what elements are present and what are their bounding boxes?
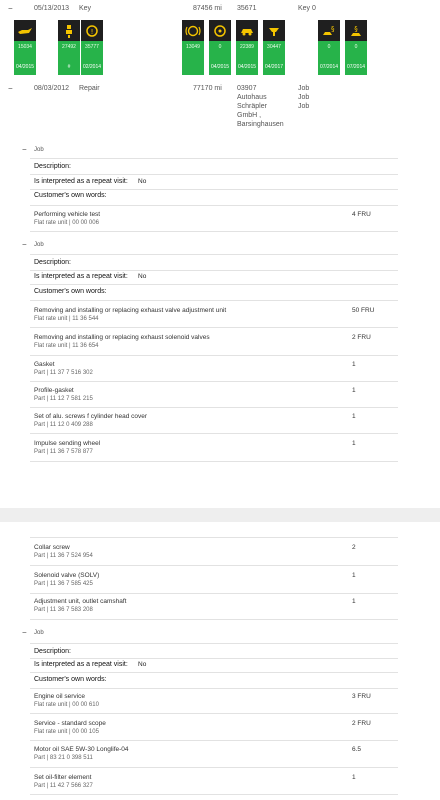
item-quantity: 1: [352, 774, 356, 781]
entry-job-line: Key 0: [298, 5, 316, 12]
entry-job-line: Job: [298, 103, 310, 110]
repeat-visit-value: No: [138, 661, 147, 668]
service-tile: [14, 20, 36, 75]
tile-value: 15034: [18, 44, 32, 50]
repeat-visit-value: No: [138, 178, 147, 185]
collapse-toggle[interactable]: −: [8, 84, 13, 93]
svg-text:!: !: [90, 27, 94, 36]
item-number: Part | 11 36 7 583 208: [34, 607, 93, 613]
job-collapse-toggle[interactable]: −: [22, 628, 27, 637]
item-number: Part | 11 36 7 524 954: [34, 553, 93, 559]
svg-text:§: §: [331, 24, 335, 33]
tile-value: 0: [218, 44, 222, 50]
service-tile: [182, 20, 204, 75]
repeat-visit-value: No: [138, 273, 147, 280]
microfilter-icon: [266, 24, 282, 38]
repeat-visit-label: Is interpreted as a repeat visit:: [34, 178, 128, 185]
item-title: Engine oil service: [34, 693, 85, 700]
item-title: Solenoid valve (SOLV): [34, 572, 100, 579]
entry-type: Key: [79, 5, 92, 12]
description-label: Description:: [34, 259, 71, 266]
item-title: Motor oil SAE 5W-30 Longlife-04: [34, 746, 129, 753]
dealer-name-line: Schräpler: [237, 103, 267, 110]
description-label: Description:: [34, 648, 71, 655]
tile-date: #: [67, 64, 71, 70]
item-number: Flat rate unit | 11 36 544: [34, 316, 99, 322]
car-service-icon: [239, 24, 255, 38]
tile-date: 07/2014: [346, 64, 366, 70]
collapse-toggle[interactable]: −: [8, 4, 13, 13]
repeat-visit-label: Is interpreted as a repeat visit:: [34, 661, 128, 668]
dealer-name-line: Autohaus: [237, 94, 267, 101]
item-title: Removing and installing or replacing exhaust solenoid valves: [34, 334, 210, 341]
service-tile: [318, 20, 340, 75]
item-number: Part | 83 21 0 398 511: [34, 755, 93, 761]
tile-date: 04/2015: [237, 64, 257, 70]
spark-plug-icon: [63, 24, 75, 38]
dealer-city: Barsinghausen: [237, 121, 284, 128]
tile-date: 07/2014: [319, 64, 339, 70]
vehicle-check-icon: [321, 24, 337, 38]
tile-date: 02/2014: [82, 64, 102, 70]
tile-value: 27492: [62, 44, 76, 50]
tile-value: 13049: [186, 44, 200, 50]
service-tile: [81, 20, 103, 75]
svg-text:§: §: [354, 24, 358, 33]
repeat-visit-label: Is interpreted as a repeat visit:: [34, 273, 128, 280]
item-quantity: 1: [352, 440, 356, 447]
item-title: Service - standard scope: [34, 720, 106, 727]
item-number: Flat rate unit | 00 00 610: [34, 702, 99, 708]
item-title: Removing and installing or replacing exhaust valve adjustment unit: [34, 307, 227, 314]
item-title: Adjustment unit, outlet camshaft: [34, 598, 127, 605]
job-collapse-toggle[interactable]: −: [22, 240, 27, 249]
customer-words-label: Customer's own words:: [34, 288, 107, 295]
item-number: Part | 11 36 7 585 425: [34, 581, 93, 587]
service-tile: [236, 20, 258, 75]
item-title: Set of alu. screws f cylinder head cover: [34, 413, 148, 420]
tile-date: 04/2015: [15, 64, 35, 70]
item-quantity: 50 FRU: [352, 307, 375, 314]
item-quantity: 1: [352, 413, 356, 420]
item-quantity: 4 FRU: [352, 211, 371, 218]
item-number: Part | 11 37 7 516 302: [34, 370, 93, 376]
entry-job-line: Job: [298, 94, 310, 101]
tile-value: 0: [354, 44, 358, 50]
customer-words-label: Customer's own words:: [34, 676, 107, 683]
item-quantity: 2 FRU: [352, 720, 371, 727]
item-number: Flat rate unit | 11 36 654: [34, 343, 99, 349]
brake-warning-icon: [185, 24, 201, 38]
customer-words-label: Customer's own words:: [34, 192, 107, 199]
entry-mileage: 87456 mi: [193, 5, 222, 12]
item-number: Part | 11 12 7 581 215: [34, 396, 93, 402]
brake-fluid-icon: [85, 24, 99, 38]
inspection-icon: [348, 24, 364, 38]
job-heading: Job: [34, 242, 44, 248]
entry-date: 05/13/2013: [34, 5, 70, 12]
description-label: Description:: [34, 163, 71, 170]
job-heading: Job: [34, 630, 44, 636]
item-title: Profile-gasket: [34, 387, 74, 394]
item-quantity: 6.5: [352, 746, 362, 753]
service-tile: [209, 20, 231, 75]
item-title: Set oil-filter element: [34, 774, 92, 781]
tile-value: 30447: [267, 44, 281, 50]
item-quantity: 1: [352, 598, 356, 605]
entry-type: Repair: [79, 85, 100, 92]
item-number: Flat rate unit | 00 00 006: [34, 220, 99, 226]
entry-job-line: Job: [298, 85, 310, 92]
item-quantity: 3 FRU: [352, 693, 371, 700]
page-separator: [0, 508, 440, 522]
service-tile: [263, 20, 285, 75]
item-number: Part | 11 12 0 409 288: [34, 422, 93, 428]
tile-value: 35777: [85, 44, 99, 50]
job-collapse-toggle[interactable]: −: [22, 145, 27, 154]
item-number: Flat rate unit | 00 00 105: [34, 729, 99, 735]
tire-pressure-icon: [212, 24, 228, 38]
item-title: Impulse sending wheel: [34, 440, 101, 447]
item-title: Collar screw: [34, 544, 70, 551]
oil-can-icon: [17, 26, 33, 36]
item-title: Performing vehicle test: [34, 211, 101, 218]
item-title: Gasket: [34, 361, 55, 368]
tile-date: 04/2017: [264, 64, 284, 70]
tile-value: 0: [327, 44, 331, 50]
item-quantity: 1: [352, 387, 356, 394]
item-quantity: 2 FRU: [352, 334, 371, 341]
dealer-number: 03907: [237, 85, 257, 92]
entry-dealer: 35671: [237, 5, 257, 12]
service-tile: [58, 20, 80, 75]
item-number: Part | 11 42 7 566 327: [34, 783, 93, 789]
job-heading: Job: [34, 147, 44, 153]
entry-date: 08/03/2012: [34, 85, 70, 92]
service-tile: [345, 20, 367, 75]
item-quantity: 1: [352, 572, 356, 579]
tile-date: 04/2015: [210, 64, 230, 70]
dealer-name-line: GmbH ,: [237, 112, 262, 119]
tile-value: 22389: [240, 44, 254, 50]
item-quantity: 1: [352, 361, 356, 368]
item-number: Part | 11 36 7 578 877: [34, 449, 93, 455]
entry-mileage: 77170 mi: [193, 85, 222, 92]
item-quantity: 2: [352, 544, 356, 551]
